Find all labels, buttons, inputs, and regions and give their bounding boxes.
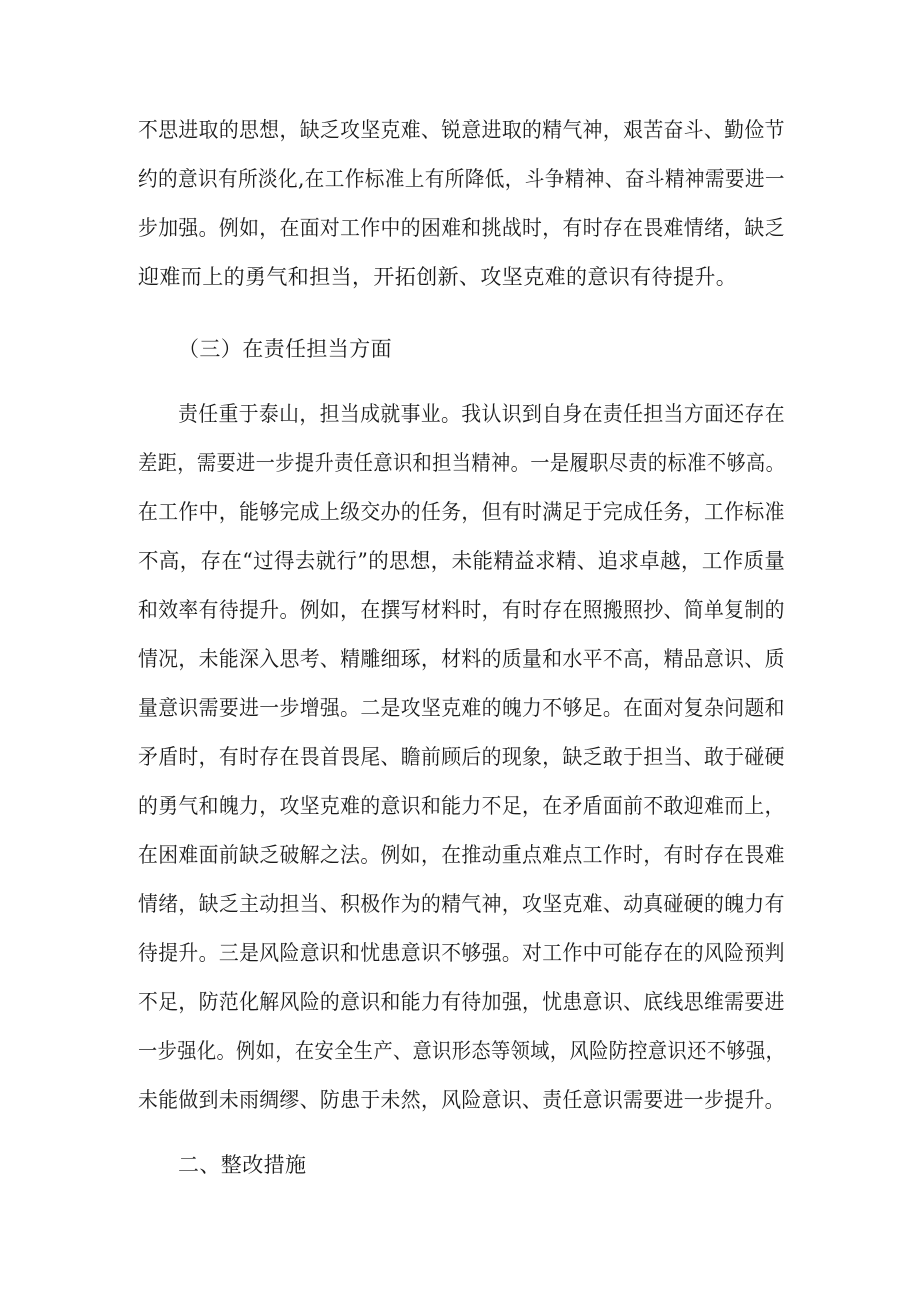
paragraph-line: 不高，存在“过得去就行”的思想，未能精益求精、追求卓越，工作质量: [138, 549, 786, 573]
paragraph-line: 在工作中，能够完成上级交办的任务，但有时满足于完成任务，工作标准: [138, 500, 785, 524]
paragraph-line: 约的意识有所淡化,在工作标准上有所降低，斗争精神、奋斗精神需要进一: [138, 167, 785, 191]
paragraph-line: 不足，防范化解风险的意识和能力有待加强，忧患意识、底线思维需要进: [138, 990, 785, 1014]
paragraph-line: 在困难面前缺乏破解之法。例如，在推动重点难点工作时，有时存在畏难: [138, 843, 785, 867]
section-heading: （三）在责任担当方面: [178, 337, 392, 361]
paragraph-line: 情况，未能深入思考、精雕细琢，材料的质量和水平不高，精品意识、质: [138, 647, 785, 671]
paragraph-line: 步加强。例如，在面对工作中的困难和挑战时，有时存在畏难情绪，缺乏: [138, 216, 785, 240]
paragraph-line: 未能做到未雨绸缪、防患于未然，风险意识、责任意识需要进一步提升。: [138, 1088, 785, 1112]
paragraph-line: 责任重于泰山，担当成就事业。我认识到自身在责任担当方面还存在: [178, 402, 785, 426]
paragraph-line: 和效率有待提升。例如，在撰写材料时，有时存在照搬照抄、简单复制的: [138, 598, 785, 622]
paragraph-line: 差距，需要进一步提升责任意识和担当精神。一是履职尽责的标准不够高。: [138, 451, 786, 475]
paragraph-line: 一步强化。例如，在安全生产、意识形态等领域，风险防控意识还不够强，: [138, 1039, 786, 1063]
paragraph-line: 矛盾时，有时存在畏首畏尾、瞻前顾后的现象，缺乏敢于担当、敢于碰硬: [138, 745, 785, 769]
paragraph-line: 情绪，缺乏主动担当、积极作为的精气神，攻坚克难、动真碰硬的魄力有: [138, 892, 785, 916]
section-heading: 二、整改措施: [178, 1153, 307, 1177]
paragraph-line: 量意识需要进一步增强。二是攻坚克难的魄力不够足。在面对复杂问题和: [138, 696, 785, 720]
paragraph-line: 的勇气和魄力，攻坚克难的意识和能力不足，在矛盾面前不敢迎难而上，: [138, 794, 785, 818]
paragraph-line: 迎难而上的勇气和担当，开拓创新、攻坚克难的意识有待提升。: [138, 265, 738, 289]
paragraph-line: 不思进取的思想，缺乏攻坚克难、锐意进取的精气神，艰苦奋斗、勤俭节: [138, 118, 785, 142]
paragraph-line: 待提升。三是风险意识和忧患意识不够强。对工作中可能存在的风险预判: [138, 941, 785, 965]
